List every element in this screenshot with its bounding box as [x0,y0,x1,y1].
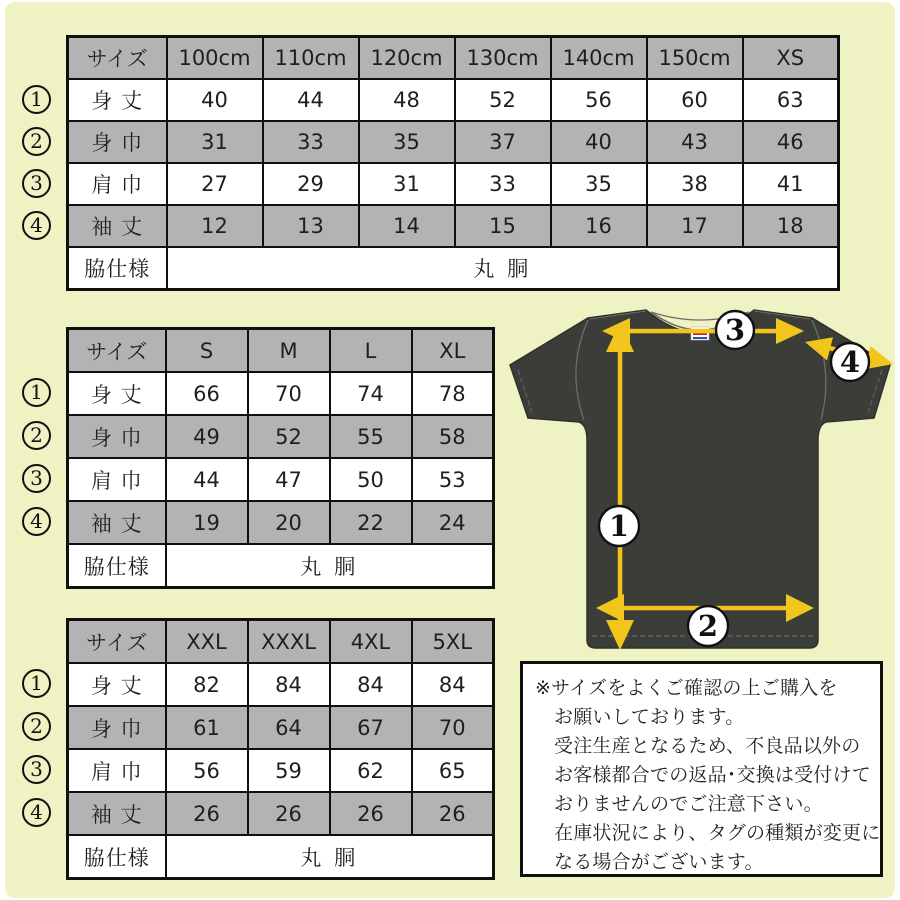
row-number-badge: 3 [22,169,51,198]
size-value-cell: 38 [647,163,743,205]
measurement-label-cell: 肩 巾 [68,458,166,501]
size-column-header: S [166,329,248,373]
size-value-cell: 48 [359,79,455,121]
size-value-cell: 26 [412,792,494,835]
size-column-header: XS [743,37,839,80]
size-value-cell: 31 [359,163,455,205]
measurement-label-cell: 身 丈 [68,663,166,706]
row-number-badge: 3 [22,464,51,493]
size-value-cell: 53 [412,458,494,501]
note-line: ※サイズをよくご確認の上ご購入を [535,677,838,699]
size-value-cell: 84 [412,663,494,706]
svg-text:3: 3 [724,313,746,347]
row-number-badge: 2 [22,127,51,156]
size-value-cell: 78 [412,372,494,415]
measure-circle-3 [716,311,754,349]
size-value-cell: 33 [263,121,359,163]
purchase-notice-box [520,661,883,877]
size-value-cell: 43 [647,121,743,163]
size-value-cell: 52 [248,415,330,458]
size-value-cell: 33 [455,163,551,205]
measurement-label-cell: 身 巾 [68,415,166,458]
size-value-cell: 74 [330,372,412,415]
size-column-header: 150cm [647,37,743,80]
measurement-label-cell: 袖 丈 [68,792,166,835]
measure-circle-2 [688,606,728,646]
size-column-header: 110cm [263,37,359,80]
size-value-cell: 15 [455,205,551,247]
size-value-cell: 35 [359,121,455,163]
size-column-header: XL [412,329,494,373]
size-value-cell: 62 [330,749,412,792]
tshirt-measure-diagram [500,298,900,662]
size-table [66,618,495,880]
measurement-label-cell: 身 巾 [68,121,167,163]
row-number-badge: 1 [22,378,51,407]
size-value-cell: 52 [455,79,551,121]
size-column-header: 4XL [330,620,412,664]
size-value-cell: 31 [167,121,263,163]
measurement-label-cell: 身 巾 [68,706,166,749]
note-line: お客様都合での返品･交換は受付けて [554,764,871,786]
row-number-badge: 3 [22,755,51,784]
size-header-cell: サイズ [68,620,166,664]
size-value-cell: 40 [167,79,263,121]
size-value-cell: 44 [166,458,248,501]
size-column-header: XXXL [248,620,330,664]
note-line: なる場合がございます。 [554,851,764,873]
side-spec-label-cell: 脇仕様 [68,835,166,879]
size-value-cell: 19 [166,501,248,544]
row-number-badge: 4 [22,211,51,240]
size-column-header: 120cm [359,37,455,80]
measurement-label-cell: 身 丈 [68,372,166,415]
measurement-label-cell: 身 丈 [68,79,167,121]
size-value-cell: 50 [330,458,412,501]
note-line: 受注生産となるため、不良品以外の [554,735,861,757]
svg-text:1: 1 [608,509,630,543]
size-column-header: XXL [166,620,248,664]
size-column-header: 140cm [551,37,647,80]
size-column-header: 130cm [455,37,551,80]
size-value-cell: 70 [248,372,330,415]
size-header-cell: サイズ [68,329,166,373]
size-value-cell: 44 [263,79,359,121]
svg-text:4: 4 [839,345,861,379]
size-value-cell: 17 [647,205,743,247]
size-column-header: 100cm [167,37,263,80]
size-value-cell: 82 [166,663,248,706]
size-value-cell: 46 [743,121,839,163]
row-number-badge: 1 [22,669,51,698]
measurement-label-cell: 肩 巾 [68,749,166,792]
size-value-cell: 18 [743,205,839,247]
row-number-badge: 2 [22,712,51,741]
kids-size-table-block [22,35,840,291]
size-column-header: L [330,329,412,373]
note-line: おりませんのでご注意下さい。 [554,793,823,815]
size-value-cell: 47 [248,458,330,501]
size-value-cell: 65 [412,749,494,792]
size-value-cell: 26 [330,792,412,835]
note-line: 在庫状況により、タグの種類が変更に [554,822,881,844]
size-value-cell: 55 [330,415,412,458]
size-value-cell: 27 [167,163,263,205]
size-value-cell: 14 [359,205,455,247]
size-value-cell: 58 [412,415,494,458]
size-value-cell: 56 [166,749,248,792]
side-spec-label-cell: 脇仕様 [68,544,166,588]
row-number-badge: 4 [22,798,51,827]
row-number-badge: 1 [22,85,51,114]
size-value-cell: 63 [743,79,839,121]
size-value-cell: 26 [166,792,248,835]
size-value-cell: 49 [166,415,248,458]
measure-circle-1 [599,506,639,546]
measure-circle-4 [831,343,869,381]
size-value-cell: 84 [248,663,330,706]
size-value-cell: 70 [412,706,494,749]
size-value-cell: 20 [248,501,330,544]
size-value-cell: 59 [248,749,330,792]
note-line: お願いしております。 [554,706,745,728]
side-spec-label-cell: 脇仕様 [68,247,167,290]
size-value-cell: 56 [551,79,647,121]
size-value-cell: 60 [647,79,743,121]
size-value-cell: 61 [166,706,248,749]
large-size-table-block [22,618,495,880]
row-number-badge: 2 [22,421,51,450]
size-value-cell: 26 [248,792,330,835]
size-value-cell: 16 [551,205,647,247]
size-column-header: 5XL [412,620,494,664]
size-value-cell: 67 [330,706,412,749]
measurement-label-cell: 肩 巾 [68,163,167,205]
size-value-cell: 40 [551,121,647,163]
side-spec-value-cell: 丸 胴 [166,835,494,879]
row-number-badge: 4 [22,507,51,536]
measurement-label-cell: 袖 丈 [68,205,167,247]
tshirt-illustration [500,298,900,662]
size-value-cell: 24 [412,501,494,544]
size-value-cell: 41 [743,163,839,205]
measurement-label-cell: 袖 丈 [68,501,166,544]
adult-size-table-block [22,327,495,589]
size-value-cell: 66 [166,372,248,415]
svg-text:2: 2 [697,609,719,643]
size-value-cell: 37 [455,121,551,163]
size-value-cell: 12 [167,205,263,247]
size-header-cell: サイズ [68,37,167,80]
side-spec-value-cell: 丸 胴 [166,544,494,588]
size-table [66,35,840,291]
size-value-cell: 35 [551,163,647,205]
size-table [66,327,495,589]
size-value-cell: 22 [330,501,412,544]
size-value-cell: 13 [263,205,359,247]
size-value-cell: 29 [263,163,359,205]
size-column-header: M [248,329,330,373]
size-value-cell: 84 [330,663,412,706]
side-spec-value-cell: 丸 胴 [167,247,839,290]
size-value-cell: 64 [248,706,330,749]
